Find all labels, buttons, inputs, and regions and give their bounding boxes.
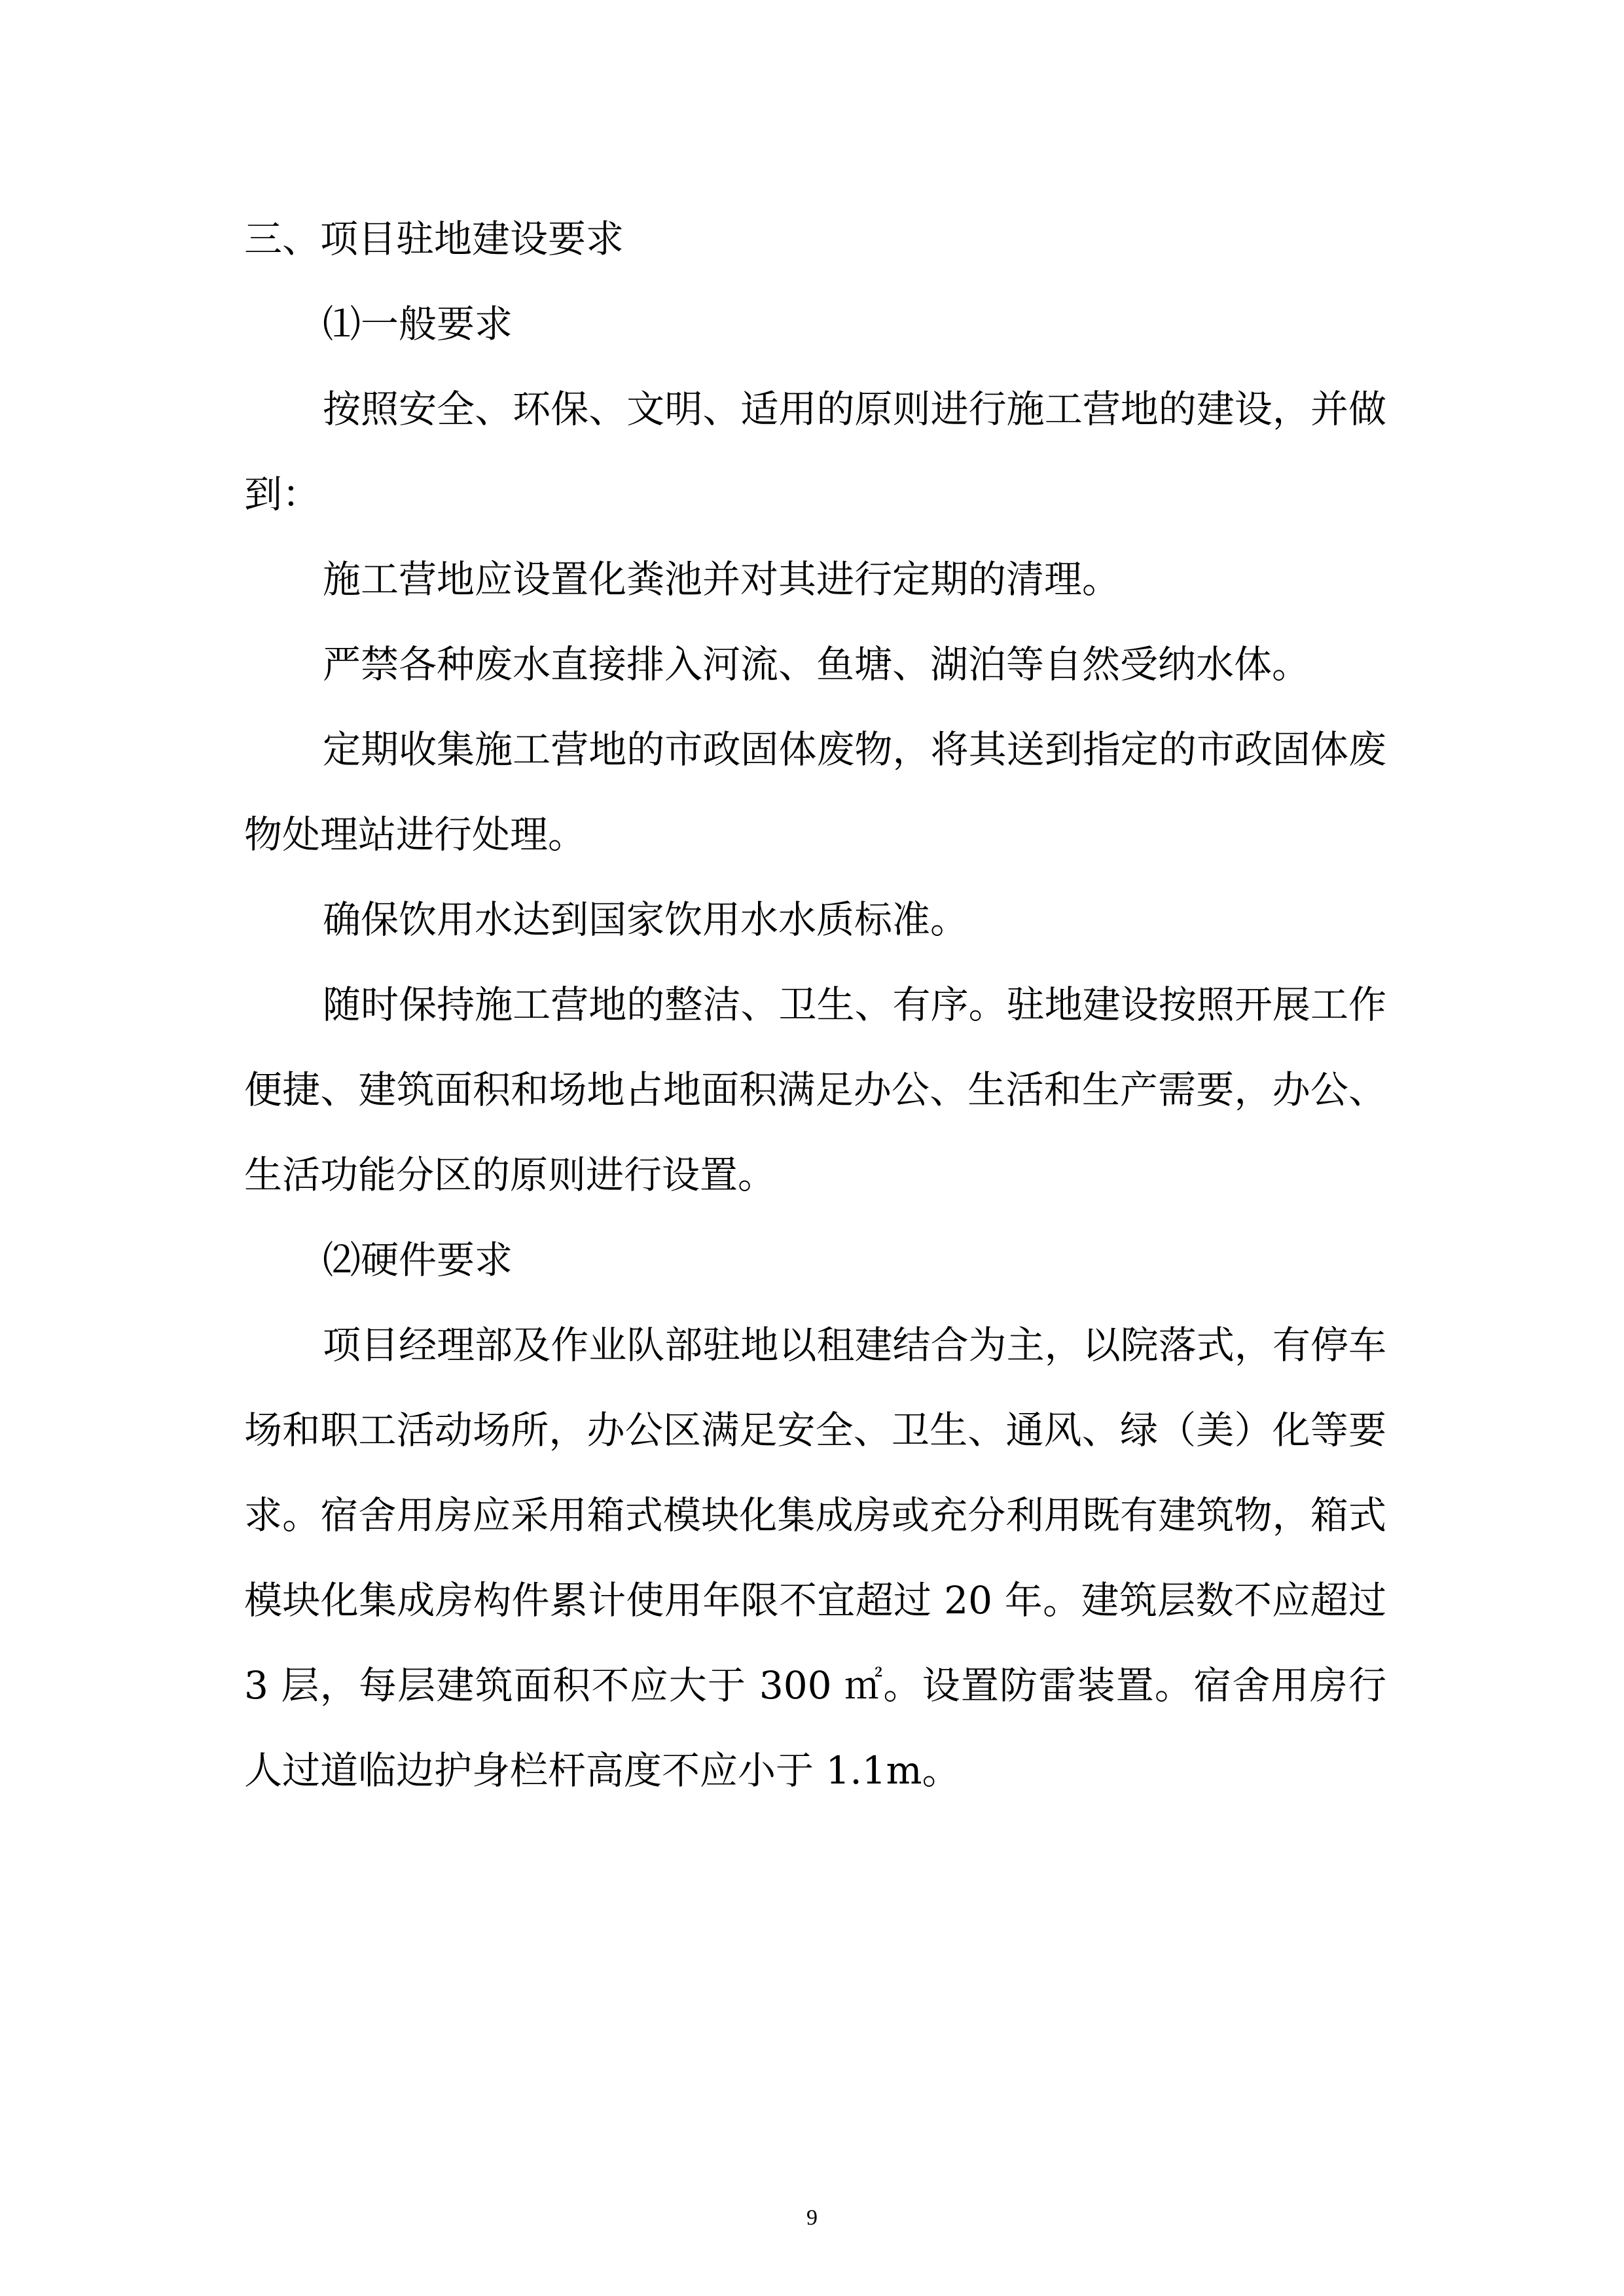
subsection-title-hardware: ⑵硬件要求 <box>323 1238 513 1282</box>
paragraph: 定期收集施工营地的市政固体废物，将其送到指定的市政固体废物处理站进行处理。 <box>244 727 1386 857</box>
paragraph: 严禁各种废水直接排入河流、鱼塘、湖泊等自然受纳水体。 <box>323 642 1310 687</box>
paragraph: 随时保持施工营地的整洁、卫生、有序。驻地建设按照开展工作便捷、建筑面积和场地占地面积满足办公、生活和生产需要，办公、生活功能分区的原则进行设置。 <box>244 982 1386 1197</box>
page-content <box>244 196 1386 1813</box>
paragraph: 按照安全、环保、文明、适用的原则进行施工营地的建设，并做到： <box>244 387 1386 516</box>
section-title: 三、项目驻地建设要求 <box>244 217 624 261</box>
paragraph: 施工营地应设置化粪池并对其进行定期的清理。 <box>323 557 1121 601</box>
subsection-title-general: ⑴一般要求 <box>323 302 513 346</box>
paragraph: 确保饮用水达到国家饮用水水质标准。 <box>323 897 969 942</box>
page-number: 9 <box>806 2206 818 2230</box>
paragraph: 项目经理部及作业队部驻地以租建结合为主，以院落式，有停车场和职工活动场所，办公区满足安全、卫生、通风、绿（美）化等要求。宿舍用房应采用箱式模块化集成房或充分利用既有建筑物，箱式模块化集成房构件累计使用年限不宜超过 20 年。建筑层数不应超过 3 层，每层建筑面积不应大于 300 ㎡。设置防雷装置。宿舍用房行人过道临边护身栏杆高度不应小于 1.1m。 <box>244 1323 1386 1793</box>
